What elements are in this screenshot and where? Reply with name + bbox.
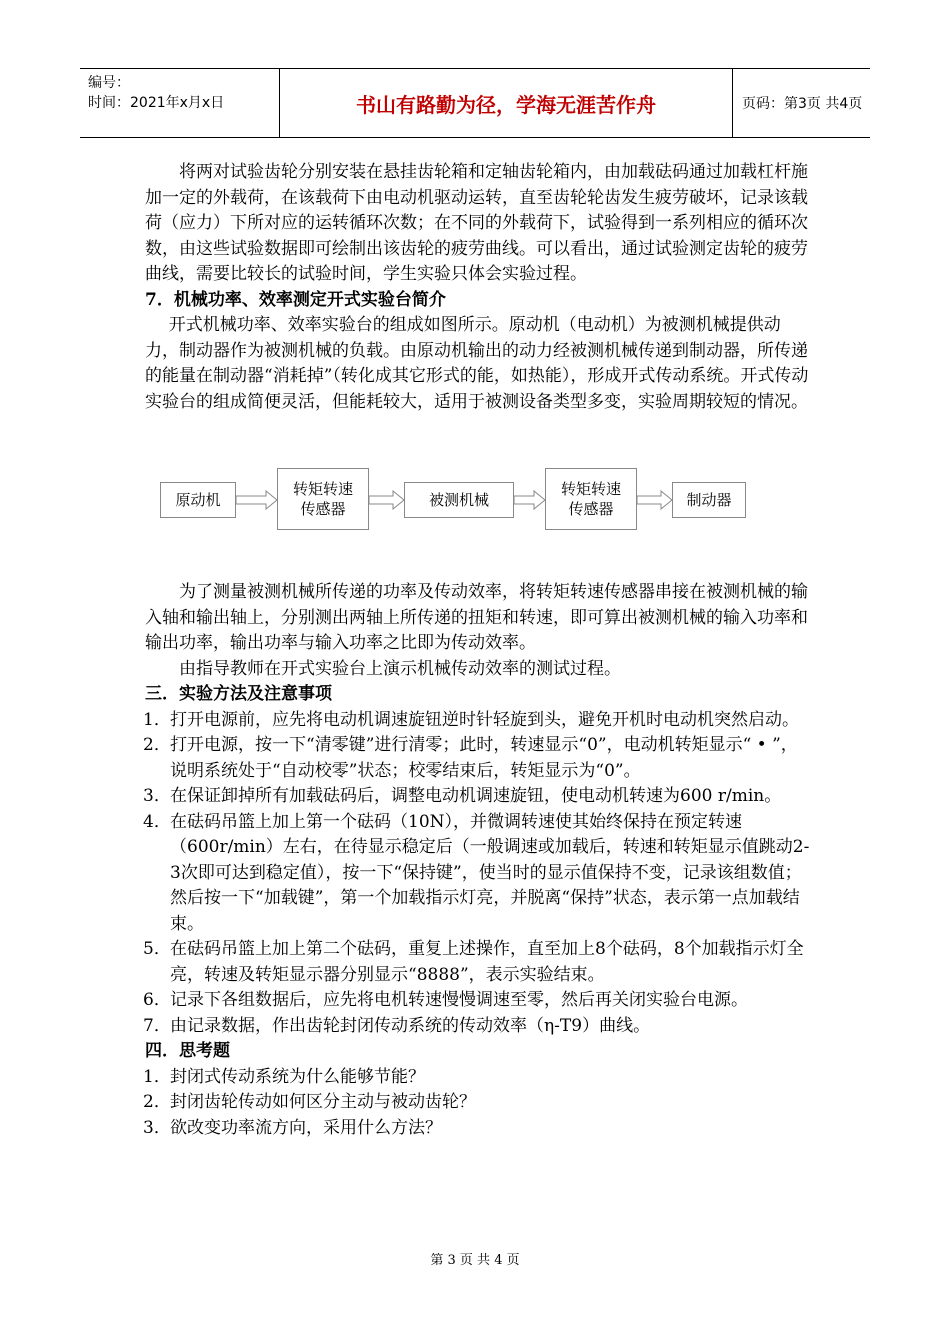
- page-header: [80, 68, 870, 138]
- section4-list: [145, 1065, 810, 1142]
- diagram-box-sensor-1: 转矩转速 传感器: [277, 468, 369, 530]
- section3-heading: 三．实验方法及注意事项: [145, 684, 332, 704]
- list-item: [145, 810, 810, 938]
- list-item-number: 3．: [143, 786, 171, 806]
- list-item: [145, 1065, 810, 1091]
- list-item: [145, 1014, 810, 1040]
- diagram-arrow-1: [236, 490, 278, 510]
- measurement-paragraph: 为了测量被测机械所传递的功率及传动效率，将转矩转速传感器串接在被测机械的输入轴和输出轴上，分别测出两轴上所传递的扭矩和转速，即可算出被测机械的输入功率和输出功率，输出功率与输入功率之比即为传动效率。: [145, 582, 808, 653]
- section7-paragraph: 开式机械功率、效率实验台的组成如图所示。原动机（电动机）为被测机械提供动力，制动器作为被测机械的负载。由原动机输出的动力经被测机械传递到制动器，所传递的能量在制动器“消耗掉”（转化成其它形式的能，如热能），形成开式传动系统。开式传动实验台的组成简便灵活，但能耗较大，适用于被测设备类型多变，实验周期较短的情况。: [145, 315, 809, 412]
- list-item: [145, 988, 810, 1014]
- list-item-text: 打开电源，按一下“清零键”进行清零；此时，转速显示“0”，电动机转矩显示“ • ”，说明系统处于“自动校零”状态；校零结束后，转矩显示为“0”。: [170, 735, 798, 781]
- content-bottom: [145, 580, 810, 1141]
- list-item: [145, 733, 810, 784]
- intro-paragraph: 将两对试验齿轮分别安装在悬挂齿轮箱和定轴齿轮箱内，由加载砝码通过加载杠杆施加一定的外载荷，在该载荷下由电动机驱动运转，直至齿轮轮齿发生疲劳破坏，记录该载荷（应力）下所对应的运转循环次数；在不同的外载荷下，试验得到一系列相应的循环次数，由这些试验数据即可绘制出该齿轮的疲劳曲线。可以看出，通过试验测定齿轮的疲劳曲线，需要比较长的试验时间，学生实验只体会实验过程。: [145, 162, 808, 284]
- header-motto: 书山有路勤为径，学海无涯苦作舟: [280, 69, 733, 137]
- list-item-number: 3．: [143, 1117, 171, 1138]
- list-item-text: 欲改变功率流方向，采用什么方法？: [170, 1117, 442, 1138]
- list-item-text: 记录下各组数据后，应先将电机转速慢慢调速至零，然后再关闭实验台电源。: [170, 990, 748, 1010]
- header-number-label: 编号：: [88, 75, 130, 91]
- list-item-number: 6．: [143, 990, 171, 1010]
- list-item-text: 封闭式传动系统为什么能够节能？: [170, 1066, 425, 1087]
- list-item-number: 4．: [143, 811, 171, 832]
- list-item-number: 2．: [143, 735, 171, 755]
- diagram-box-tested-machine: 被测机械: [404, 482, 514, 518]
- page-footer: 第 3 页 共 4 页: [430, 1253, 520, 1268]
- diagram-arrow-3: [514, 490, 546, 510]
- list-item-number: 1．: [143, 1066, 171, 1087]
- test-bench-diagram: [160, 468, 760, 532]
- diagram-box-brake: 制动器: [672, 482, 746, 518]
- section7-heading: 7．机械功率、效率测定开式实验台简介: [145, 289, 446, 310]
- header-time-label: 时间：2021年x月x日: [88, 95, 225, 111]
- list-item-number: 1．: [143, 709, 171, 730]
- section4-heading: 四．思考题: [145, 1041, 230, 1061]
- list-item-number: 7．: [143, 1015, 171, 1036]
- list-item-text: 打开电源前，应先将电动机调速旋钮逆时针轻旋到头，避免开机时电动机突然启动。: [170, 709, 799, 730]
- list-item-number: 2．: [143, 1092, 171, 1112]
- diagram-arrow-4: [637, 490, 673, 510]
- header-page-label: 页码：第3页 共4页: [742, 96, 863, 112]
- list-item: [145, 937, 810, 988]
- list-item-text: 在保证卸掉所有加载砝码后，调整电动机调速旋钮，使电动机转速为600 r/min。: [170, 786, 782, 806]
- list-item-text: 封闭齿轮传动如何区分主动与被动齿轮？: [170, 1092, 476, 1112]
- content-top: [145, 160, 810, 415]
- list-item-number: 5．: [143, 939, 171, 959]
- diagram-arrow-2: [369, 490, 405, 510]
- list-item: [145, 1116, 810, 1142]
- diagram-box-prime-mover: 原动机: [160, 482, 236, 518]
- list-item: [145, 784, 810, 810]
- section3-list: [145, 708, 810, 1040]
- list-item-text: 由记录数据，作出齿轮封闭传动系统的传动效率（η-T9）曲线。: [170, 1015, 651, 1036]
- list-item: [145, 708, 810, 734]
- list-item-text: 在砝码吊篮上加上第一个砝码（10N），并微调转速使其始终保持在预定转速（600r/min）左右，在待显示稳定后（一般调速或加载后，转速和转矩显示值跳动2-3次即可达到稳定值），按一下“保持键”，使当时的显示值保持不变，记录该组数值；然后按一下“加载键”，第一个加载指示灯亮，并脱离“保持”状态，表示第一点加载结束。: [170, 811, 810, 934]
- demo-paragraph: 由指导教师在开式实验台上演示机械传动效率的测试过程。: [179, 658, 621, 679]
- diagram-box-sensor-2: 转矩转速 传感器: [545, 468, 637, 530]
- list-item-text: 在砝码吊篮上加上第二个砝码，重复上述操作，直至加上8个砝码，8个加载指示灯全亮，转速及转矩显示器分别显示“8888”，表示实验结束。: [170, 939, 804, 985]
- list-item: [145, 1090, 810, 1116]
- header-left-cell: [80, 69, 280, 137]
